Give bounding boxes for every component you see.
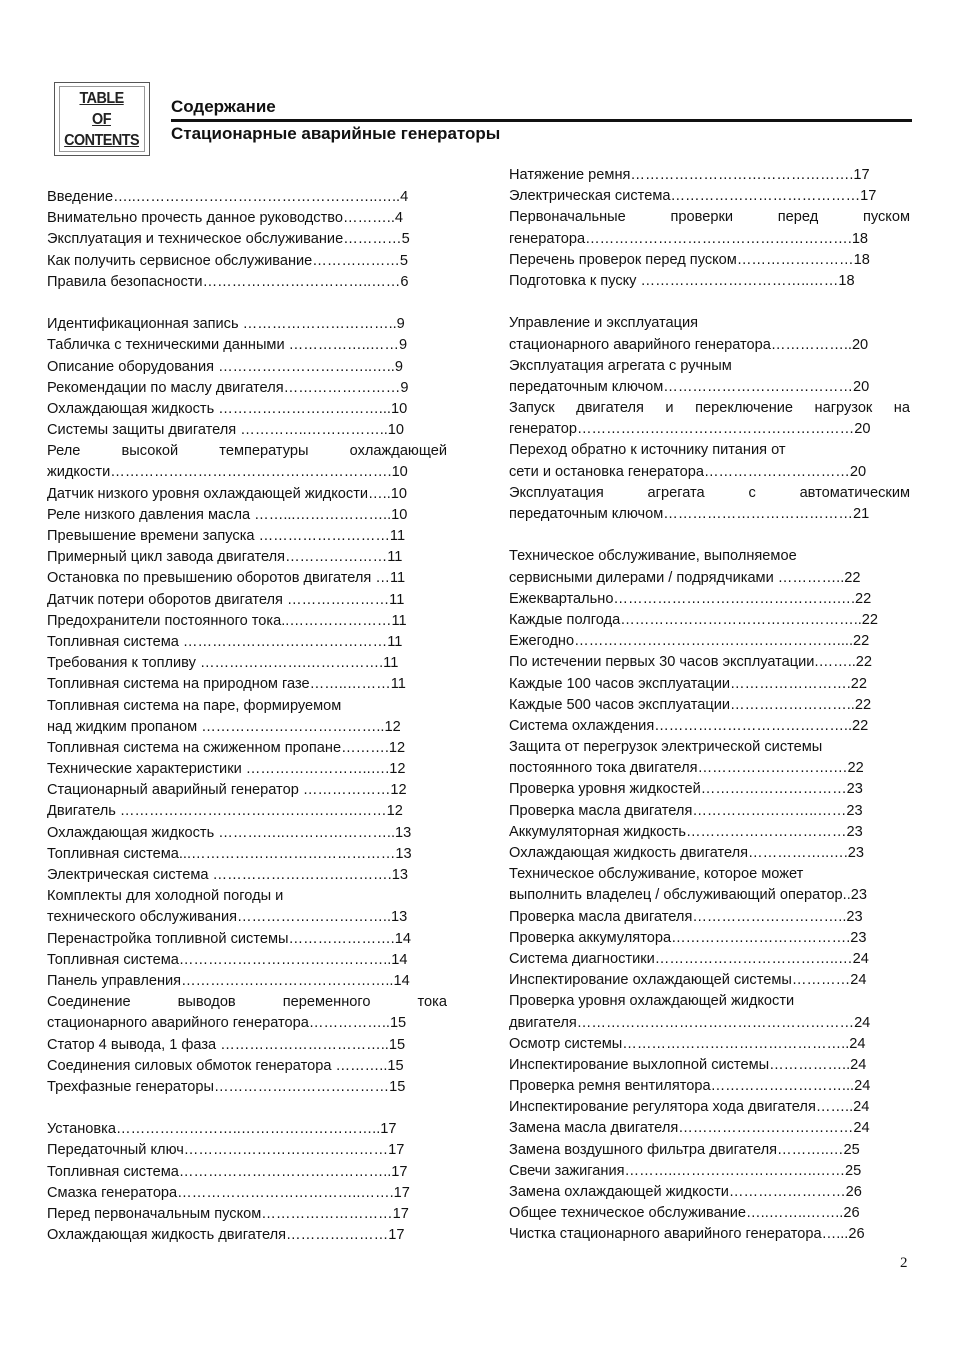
toc-entry[interactable]: Табличка с техническими данными ……………..……9 bbox=[47, 337, 408, 354]
toc-entry[interactable]: Топливная система на природном газе……..………11 bbox=[47, 676, 406, 693]
logo-frame bbox=[59, 86, 145, 152]
toc-entry[interactable]: Как получить сервисное обслуживание………………5 bbox=[47, 252, 408, 269]
toc-entry[interactable]: Трехфазные генераторы………………………………15 bbox=[47, 1078, 406, 1095]
toc-entry[interactable]: Замена масла двигателя………………………………24 bbox=[509, 1120, 870, 1137]
toc-entry[interactable]: постоянного тока двигателя……………………….…22 bbox=[509, 760, 864, 777]
toc-entry[interactable]: Проверка уровня жидкостей…………………………23 bbox=[509, 781, 863, 798]
toc-entry[interactable]: Топливная система...……………………………………13 bbox=[47, 845, 412, 862]
toc-entry[interactable]: Система охлаждения…………………………………..22 bbox=[509, 717, 869, 734]
toc-entry[interactable]: Свечи зажигания………..………………………..……25 bbox=[509, 1162, 862, 1179]
toc-entry[interactable]: выполнить владелец / обслуживающий оператор..23 bbox=[509, 887, 868, 904]
toc-entry[interactable]: Проверка аккумулятора……………………………….23 bbox=[509, 929, 867, 946]
toc-entry[interactable]: Установка……………………..………………………..17 bbox=[47, 1121, 397, 1138]
toc-entry[interactable]: Каждые полгода…………………………………………..22 bbox=[509, 611, 879, 628]
toc-entry[interactable]: Превышение времени запуска ………………………11 bbox=[47, 528, 406, 544]
toc-entry[interactable]: Управление и эксплуатация bbox=[509, 315, 699, 332]
toc-entry[interactable]: Остановка по превышению оборотов двигателя …11 bbox=[47, 570, 406, 587]
toc-entry[interactable]: Ежегодно………………………………………………....22 bbox=[509, 633, 870, 650]
toc-entry[interactable]: Осмотр системы………………………………………..24 bbox=[509, 1035, 866, 1052]
section-spacer bbox=[509, 525, 910, 546]
toc-entry[interactable]: Техническое обслуживание, которое может bbox=[509, 866, 804, 883]
logo-line: CONTENTS bbox=[64, 131, 140, 149]
toc-entry[interactable]: Передаточный ключ……………………………………17 bbox=[47, 1142, 405, 1159]
toc-entry[interactable]: Проверка масла двигателя……………………..……23 bbox=[509, 802, 863, 819]
toc-entry[interactable]: Натяжение ремня……………………………………….17 bbox=[509, 167, 870, 183]
toc-entry[interactable]: Подготовка к пуску ……………………………..……18 bbox=[509, 272, 855, 289]
toc-right-column bbox=[509, 165, 910, 1246]
toc-entry[interactable]: Введение…..…………………………………………..…..4 bbox=[47, 189, 409, 205]
toc-entry[interactable]: стационарного аварийного генератора……………..15 bbox=[47, 1015, 407, 1032]
toc-entry[interactable]: Датчик потери оборотов двигателя …………………11 bbox=[47, 591, 405, 608]
toc-entry[interactable]: Проверка уровня охлаждающей жидкости bbox=[509, 993, 795, 1010]
toc-entry[interactable]: Смазка генератора………………………………..…….17 bbox=[47, 1184, 410, 1201]
toc-entry[interactable]: Аккумуляторная жидкость……………………………23 bbox=[509, 823, 863, 840]
toc-entry[interactable]: Топливная система ……………………………………11 bbox=[47, 633, 403, 650]
toc-entry[interactable]: Техническое обслуживание, выполняемое bbox=[509, 548, 797, 565]
toc-entry[interactable]: стационарного аварийного генератора……………..20 bbox=[509, 336, 869, 353]
toc-entry[interactable]: Внимательно прочесть данное руководство………..4 bbox=[47, 210, 403, 227]
toc-entry[interactable]: Эксплуатация и техническое обслуживание…………5 bbox=[47, 231, 410, 248]
toc-entry[interactable]: Система диагностики………………………………..…24 bbox=[509, 950, 869, 967]
toc-entry[interactable]: Электрическая система ……………………………….13 bbox=[47, 867, 408, 883]
toc-entry[interactable]: Охлаждающая жидкость ……………………………...10 bbox=[47, 400, 408, 417]
toc-entry[interactable]: Перечень проверок перед пуском……………………18 bbox=[509, 251, 870, 268]
toc-entry[interactable]: Описание оборудования …………………………..…..9 bbox=[47, 358, 403, 375]
page-title: Содержание bbox=[171, 97, 276, 116]
page-number: 2 bbox=[900, 1255, 908, 1271]
toc-entry[interactable]: Двигатель ………………………………………….……12 bbox=[47, 803, 403, 820]
section-spacer bbox=[509, 292, 910, 313]
toc-entry[interactable]: Проверка масла двигателя…………………………..23 bbox=[509, 908, 863, 925]
toc-entry[interactable]: Реле низкого давления масла ……...………………..10 bbox=[47, 506, 408, 523]
toc-entry[interactable]: Топливная система на паре, формируемом bbox=[47, 697, 342, 714]
toc-entry[interactable]: генератор…………………………………………………20 bbox=[509, 421, 871, 438]
toc-entry[interactable]: Предохранители постоянного тока..…………………11 bbox=[47, 612, 407, 629]
toc-entry[interactable]: Правила безопасности……………………………..……6 bbox=[47, 273, 409, 290]
toc-entry[interactable]: Чистка стационарного аварийного генератора…...26 bbox=[509, 1226, 865, 1243]
toc-left-column bbox=[47, 187, 447, 1246]
toc-entry[interactable]: над жидким пропаном ………………………………..12 bbox=[47, 718, 401, 735]
toc-entry[interactable]: Охлаждающая жидкость двигателя…………………17 bbox=[47, 1227, 405, 1244]
toc-entry[interactable]: технического обслуживания…………………………..13 bbox=[47, 909, 408, 926]
toc-entry[interactable]: Проверка ремня вентилятора………………………...24 bbox=[509, 1078, 871, 1095]
toc-entry[interactable]: Защита от перегрузок электрической системы bbox=[509, 739, 823, 756]
toc-entry[interactable]: передаточным ключом…………………………………21 bbox=[509, 506, 870, 522]
toc-entry[interactable]: Замена воздушного фильтра двигателя………..…25 bbox=[509, 1141, 860, 1158]
toc-entry[interactable]: Топливная система на сжиженном пропане……….12 bbox=[47, 739, 406, 756]
toc-entry[interactable]: Инспектирование выхлопной системы……………..24 bbox=[509, 1056, 867, 1073]
toc-entry[interactable]: Комплекты для холодной погоды и bbox=[47, 888, 284, 905]
toc-entry[interactable]: сервисными дилерами / подрядчиками …………..22 bbox=[509, 569, 861, 586]
toc-entry[interactable]: передаточным ключом…………………………………20 bbox=[509, 378, 870, 395]
toc-entry[interactable]: Соединения силовых обмоток генератора ………..15 bbox=[47, 1057, 404, 1074]
logo-line: TABLE bbox=[79, 89, 125, 107]
toc-entry[interactable]: Ежеквартально……………………………………….….22 bbox=[509, 590, 872, 607]
table-of-contents-logo bbox=[54, 82, 150, 156]
toc-entry[interactable]: Панель управления……………………………………..14 bbox=[47, 972, 410, 989]
toc-entry[interactable]: Стационарный аварийный генератор ………………12 bbox=[47, 782, 407, 799]
toc-entry[interactable]: Идентификационная запись …………………………..9 bbox=[47, 316, 405, 333]
toc-entry[interactable]: Примерный цикл завода двигателя…………………11 bbox=[47, 549, 403, 566]
toc-entry[interactable]: сети и остановка генератора…………………………20 bbox=[509, 463, 867, 480]
toc-entry[interactable]: Инспектирование регулятора хода двигателя……..24 bbox=[509, 1099, 870, 1116]
toc-entry[interactable]: жидкости………………………………………………….10 bbox=[47, 464, 408, 481]
toc-entry[interactable]: Электрическая система…………………………………17 bbox=[509, 188, 877, 205]
toc-entry[interactable]: Запуск двигателя и переключение нагрузок на bbox=[509, 400, 910, 417]
toc-entry[interactable]: Топливная система……………………………………..17 bbox=[47, 1163, 408, 1180]
toc-entry[interactable]: Первоначальные проверки перед пуском bbox=[509, 209, 910, 226]
section-spacer bbox=[47, 1098, 447, 1119]
toc-entry[interactable]: Инспектирование охлаждающей системы…………24 bbox=[509, 972, 867, 989]
title-divider bbox=[171, 119, 912, 122]
toc-entry[interactable]: Перенастройка топливной системы………………….14 bbox=[47, 930, 411, 947]
logo-line: OF bbox=[92, 110, 112, 128]
toc-entry[interactable]: Датчик низкого уровня охлаждающей жидкости…..10 bbox=[47, 485, 407, 502]
toc-entry[interactable]: Переход обратно к источнику питания от bbox=[509, 442, 786, 459]
toc-entry[interactable]: Статор 4 вывода, 1 фаза ……………………………..15 bbox=[47, 1036, 406, 1053]
toc-entry[interactable]: Технические характеристики ……………………..….12 bbox=[47, 761, 406, 778]
toc-entry[interactable]: Каждые 100 часов эксплуатации…………………….22 bbox=[509, 675, 868, 692]
toc-entry[interactable]: Рекомендации по маслу двигателя……………………9 bbox=[47, 379, 409, 396]
toc-entry[interactable]: Охлаждающая жидкость двигателя……………..….23 bbox=[509, 845, 865, 861]
section-spacer bbox=[47, 293, 447, 314]
toc-entry[interactable]: Охлаждающая жидкость …………..…………………..13 bbox=[47, 824, 412, 841]
toc-entry[interactable]: Системы защиты двигателя …………..……………..10 bbox=[47, 422, 405, 439]
toc-entry[interactable]: двигателя…………………………………………………24 bbox=[509, 1014, 871, 1031]
toc-entry[interactable]: Реле высокой температуры охлаждающей bbox=[47, 443, 447, 460]
toc-entry[interactable]: Эксплуатация агрегата с автоматическим bbox=[509, 484, 910, 501]
toc-entry[interactable]: Соединение выводов переменного тока bbox=[47, 994, 447, 1011]
toc-entry[interactable]: Перед первоначальным пуском………………………17 bbox=[47, 1206, 409, 1222]
toc-entry[interactable]: Топливная система……………………………………..14 bbox=[47, 951, 408, 968]
toc-entry[interactable]: Замена охлаждающей жидкости……………………26 bbox=[509, 1184, 862, 1200]
page-subtitle: Стационарные аварийные генераторы bbox=[171, 124, 501, 143]
toc-entry[interactable]: Каждые 500 часов эксплуатации……………………..22 bbox=[509, 696, 872, 713]
toc-entry[interactable]: По истечении первых 30 часов эксплуатации.……..22 bbox=[509, 654, 873, 671]
toc-entry[interactable]: Требования к топливу ………………….…………….11 bbox=[47, 655, 399, 672]
toc-entry[interactable]: Общее техническое обслуживание…..……..……..26 bbox=[509, 1205, 860, 1222]
toc-entry[interactable]: Эксплуатация агрегата с ручным bbox=[509, 357, 732, 374]
toc-entry[interactable]: генератора……………………………………………….18 bbox=[509, 230, 869, 247]
